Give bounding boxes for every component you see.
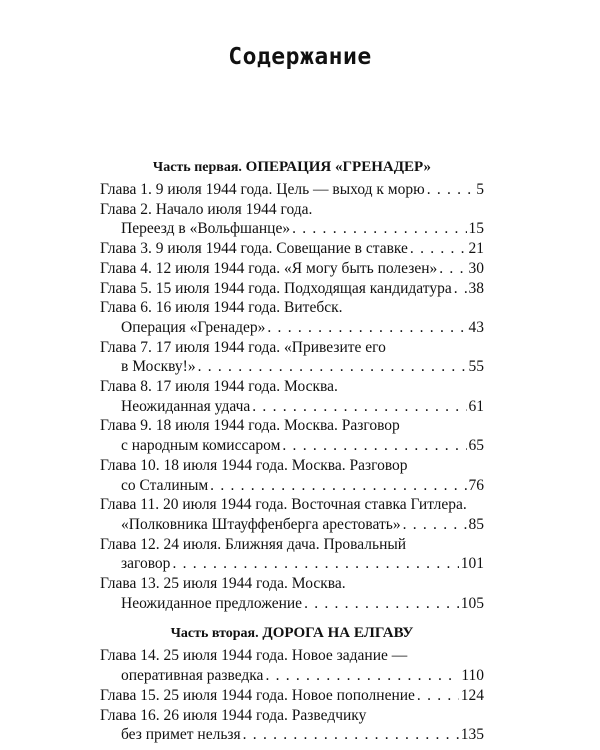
page-number: 38	[468, 279, 484, 297]
toc-entry-line	[100, 180, 484, 200]
toc-entry-line	[100, 535, 484, 555]
toc-entry-text: Неожиданное предложение	[121, 594, 303, 612]
toc-entry	[100, 495, 484, 534]
dot-leader	[439, 259, 466, 279]
page-number: 30	[468, 259, 484, 277]
part-prefix: Часть вторая.	[170, 626, 259, 642]
toc-entry-line	[100, 239, 484, 259]
toc-entry	[100, 456, 484, 495]
dot-leader	[403, 515, 467, 535]
toc-entry-text: Глава 4. 12 июля 1944 года. «Я могу быть полезен»	[100, 259, 438, 277]
toc-entry	[100, 259, 484, 279]
toc-entry-line	[100, 416, 484, 436]
toc-entry-text: Глава 10. 18 июля 1944 года. Москва. Разговор	[100, 456, 408, 474]
toc-entry-text: Переезд в «Вольфшанце»	[121, 220, 291, 238]
dot-leader	[210, 476, 466, 496]
toc-entry	[100, 279, 484, 299]
page-number: 55	[468, 358, 484, 376]
toc-entry	[100, 706, 484, 745]
page-number: 76	[468, 476, 484, 494]
dot-leader	[198, 357, 467, 377]
dot-leader	[304, 594, 459, 614]
toc-entry-text: без примет нельзя	[121, 726, 241, 744]
toc-entry-line	[100, 725, 484, 745]
toc-entry-line	[100, 219, 484, 239]
toc-entry	[100, 574, 484, 613]
page-number: 43	[468, 318, 484, 336]
toc-entry-line	[100, 646, 484, 666]
page-number: 124	[460, 686, 484, 704]
toc-entry	[100, 200, 484, 239]
toc-entry	[100, 338, 484, 377]
toc-entry-text: в Москву!»	[121, 358, 196, 376]
toc-entry-text: Глава 14. 25 июля 1944 года. Новое задание —	[100, 647, 408, 665]
toc-entry-text: Глава 3. 9 июля 1944 года. Совещание в ставке	[100, 240, 408, 258]
page-number: 15	[468, 220, 484, 238]
page-number: 65	[468, 437, 484, 455]
toc-entry-line	[100, 318, 484, 338]
toc-entry-line	[100, 298, 484, 318]
toc-entry	[100, 377, 484, 416]
toc-entry-line	[100, 397, 484, 417]
page-number: 85	[468, 515, 484, 533]
toc-entry-text: Глава 6. 16 июля 1944 года. Витебск.	[100, 299, 343, 317]
toc-entry-line	[100, 495, 484, 515]
toc-entry-line	[100, 338, 484, 358]
part-name: ДОРОГА НА ЕЛГАВУ	[262, 625, 414, 642]
toc-entry	[100, 416, 484, 455]
toc-entry	[100, 180, 484, 200]
toc-entry	[100, 535, 484, 574]
toc-entry-line	[100, 686, 484, 706]
toc-entry-line	[100, 476, 484, 496]
toc-entry-text: Глава 11. 20 июля 1944 года. Восточная ставка Гитлера.	[100, 496, 467, 514]
toc-entry-line	[100, 554, 484, 574]
toc-entry	[100, 686, 484, 706]
toc-entry-line	[100, 200, 484, 220]
toc-entry-line	[100, 456, 484, 476]
toc-entry-text: Глава 13. 25 июля 1944 года. Москва.	[100, 575, 346, 593]
toc-entry-line	[100, 259, 484, 279]
dot-leader	[417, 686, 459, 706]
page-number: 101	[460, 555, 484, 573]
toc-entry-text: «Полковника Штауффенберга арестовать»	[121, 515, 401, 533]
part-heading	[100, 158, 484, 177]
dot-leader	[172, 554, 458, 574]
toc-entry-text: Глава 9. 18 июля 1944 года. Москва. Разговор	[100, 417, 400, 435]
dot-leader	[427, 180, 475, 200]
page-title: Содержание	[228, 44, 372, 70]
toc-entry-text: Глава 1. 9 июля 1944 года. Цель — выход к морю	[100, 181, 425, 198]
dot-leader	[265, 666, 459, 686]
toc-entry-line	[100, 594, 484, 614]
toc-entry-line	[100, 574, 484, 594]
toc-entry-text: Глава 16. 26 июля 1944 года. Разведчику	[100, 706, 367, 724]
table-of-contents	[100, 158, 484, 745]
part-prefix: Часть первая.	[152, 160, 242, 175]
toc-entry-line	[100, 377, 484, 397]
dot-leader	[267, 318, 466, 338]
toc-entry-text: заговор	[121, 555, 171, 573]
toc-entry-text: Неожиданная удача	[121, 397, 251, 415]
page-number: 5	[476, 181, 484, 198]
toc-entry-text: Глава 12. 24 июля. Ближняя дача. Провальный	[100, 535, 407, 553]
toc-entry-text: Операция «Гренадер»	[121, 318, 266, 336]
toc-entry	[100, 646, 484, 685]
page-number: 105	[460, 594, 484, 612]
toc-entry-text: с народным комиссаром	[121, 437, 281, 455]
toc-entry	[100, 298, 484, 337]
toc-entry	[100, 239, 484, 259]
page-number: 135	[460, 726, 484, 744]
dot-leader	[292, 219, 466, 239]
dot-leader	[282, 436, 466, 456]
toc-entry-line	[100, 666, 484, 686]
toc-entry-line	[100, 279, 484, 299]
toc-entry-text: Глава 7. 17 июля 1944 года. «Привезите его	[100, 338, 386, 356]
dot-leader	[454, 279, 467, 299]
toc-entry-text: Глава 2. Начало июля 1944 года.	[100, 200, 313, 218]
page-number: 110	[461, 667, 484, 685]
toc-entry-line	[100, 357, 484, 377]
dot-leader	[252, 397, 466, 417]
toc-entry-text: со Сталиным	[121, 476, 209, 494]
toc-entry-text: Глава 15. 25 июля 1944 года. Новое пополнение	[100, 686, 415, 704]
page-number: 21	[468, 240, 484, 258]
toc-entry-line	[100, 515, 484, 535]
part-name: ОПЕРАЦИЯ «ГРЕНАДЕР»	[245, 159, 432, 175]
toc-entry-text: Глава 5. 15 июля 1944 года. Подходящая кандидатура	[100, 279, 452, 297]
page-number: 61	[468, 397, 484, 415]
toc-entry-text: Глава 8. 17 июля 1944 года. Москва.	[100, 378, 338, 396]
dot-leader	[243, 725, 459, 745]
part-heading	[100, 624, 484, 643]
toc-entry-line	[100, 436, 484, 456]
toc-entry-text: оперативная разведка	[121, 667, 264, 685]
dot-leader	[410, 239, 467, 259]
toc-entry-line	[100, 706, 484, 726]
